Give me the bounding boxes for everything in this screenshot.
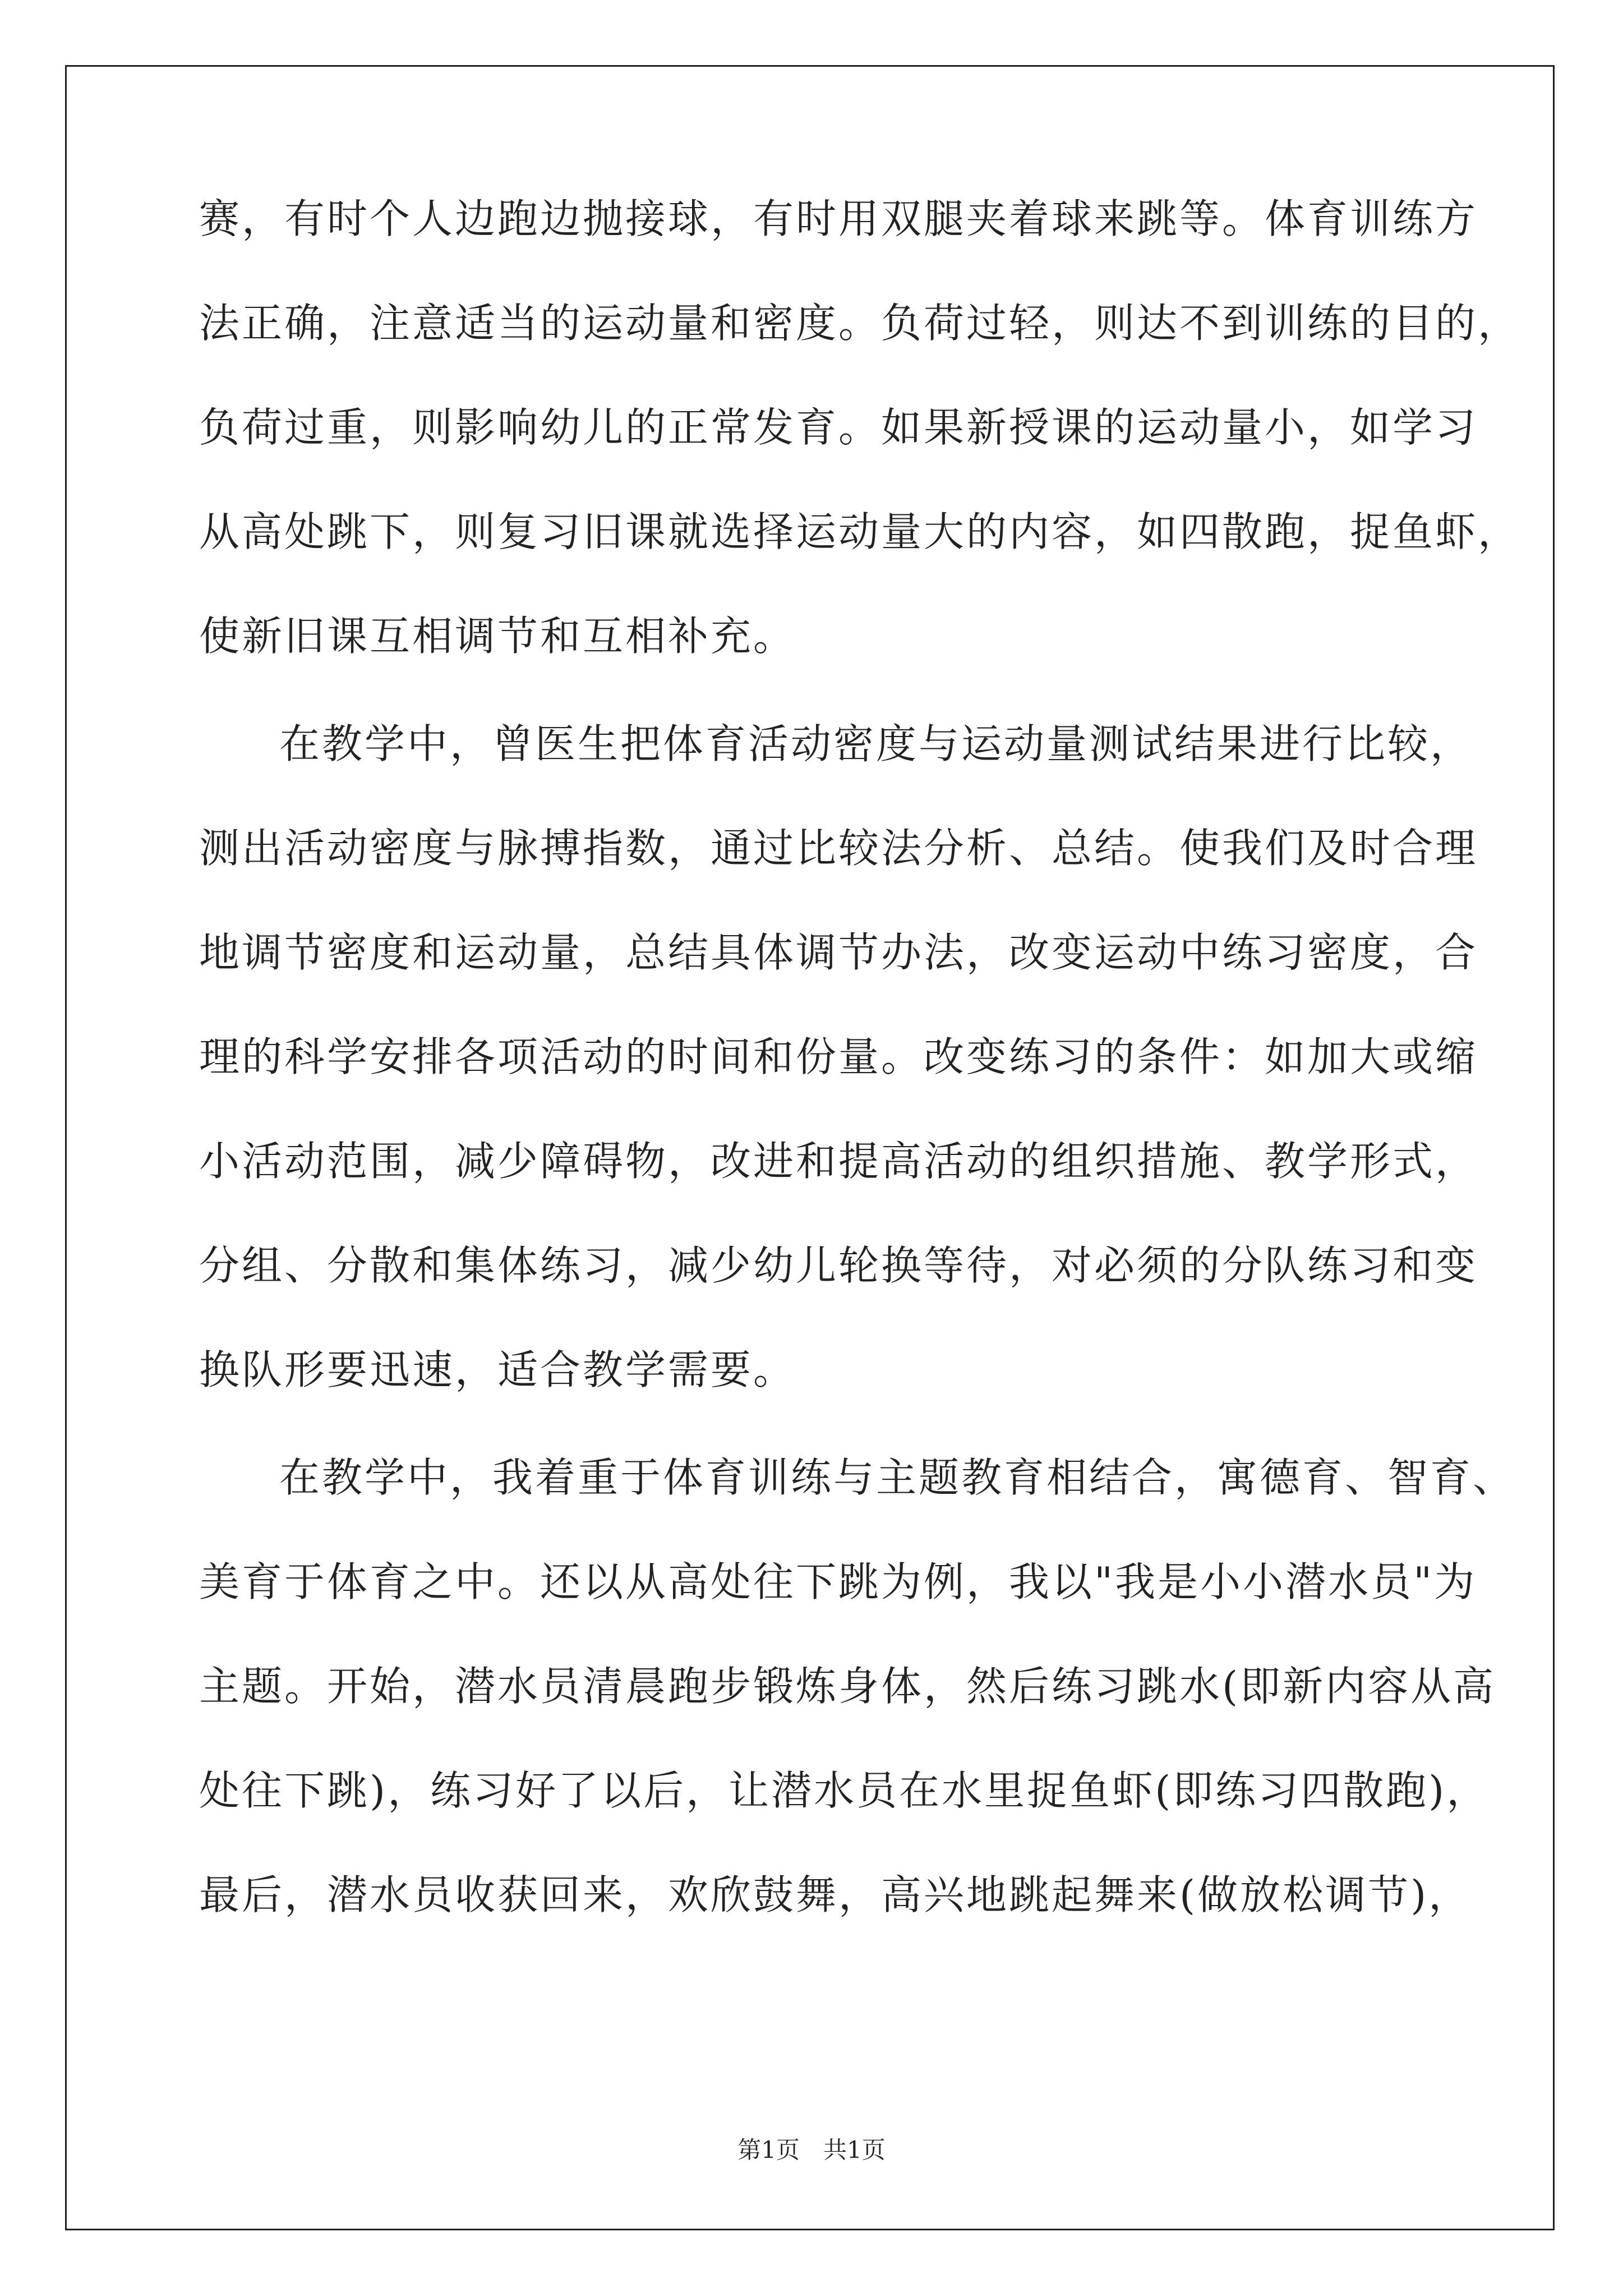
paragraph-first-line: 在教学中，曾医生把体育活动密度与运动量测试结果进行比较，: [279, 720, 1473, 767]
text-line: 测出活动密度与脉搏指数，通过比较法分析、总结。使我们及时合理: [199, 825, 1478, 872]
text-line: 理的科学安排各项活动的时间和份量。改变练习的条件：如加大或缩: [199, 1033, 1478, 1080]
text-line: 处往下跳)，练习好了以后，让潜水员在水里捉鱼虾(即练习四散跑)，: [199, 1767, 1490, 1814]
text-line: 法正确，注意适当的运动量和密度。负荷过轻，则达不到训练的目的，: [199, 300, 1521, 347]
text-line: 负荷过重，则影响幼儿的正常发育。如果新授课的运动量小，如学习: [199, 404, 1478, 451]
text-line: 使新旧课互相调节和互相补充。: [199, 613, 796, 660]
page-footer: 第1页 共1页: [737, 2136, 886, 2164]
text-line: 美育于体育之中。还以从高处往下跳为例，我以"我是小小潜水员"为: [199, 1558, 1477, 1605]
text-line: 主题。开始，潜水员清晨跑步锻炼身体，然后练习跳水(即新内容从高: [199, 1663, 1496, 1710]
text-line: 从高处跳下，则复习旧课就选择运动量大的内容，如四散跑，捉鱼虾，: [199, 508, 1521, 555]
text-line: 赛，有时个人边跑边抛接球，有时用双腿夹着球来跳等。体育训练方: [199, 195, 1478, 242]
paragraph-first-line: 在教学中，我着重于体育训练与主题教育相结合，寓德育、智育、: [279, 1454, 1516, 1501]
text-line: 分组、分散和集体练习，减少幼儿轮换等待，对必须的分队练习和变: [199, 1242, 1478, 1289]
text-line: 地调节密度和运动量，总结具体调节办法，改变运动中练习密度，合: [199, 929, 1478, 976]
text-line: 小活动范围，减少障碍物，改进和提高活动的组织措施、教学形式，: [199, 1138, 1478, 1185]
text-line: 最后，潜水员收获回来，欢欣鼓舞，高兴地跳起舞来(做放松调节)，: [199, 1871, 1472, 1918]
text-line: 换队形要迅速，适合教学需要。: [199, 1346, 796, 1393]
